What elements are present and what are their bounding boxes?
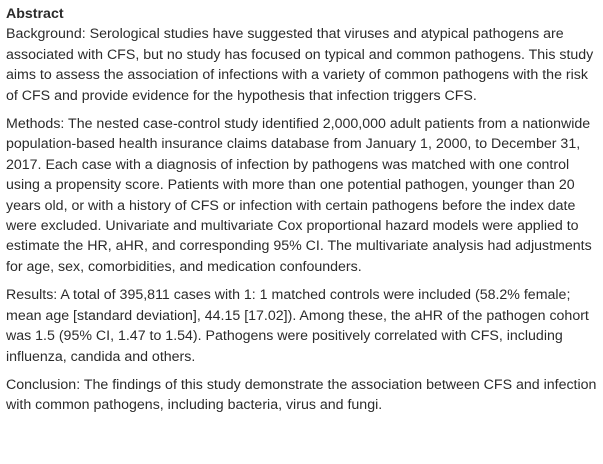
- abstract-conclusion: Conclusion: The findings of this study demonstrate the association between CFS and infection with common pathogens, including bacteria, virus and fungi.: [6, 376, 597, 414]
- abstract-heading: Abstract: [6, 6, 64, 22]
- abstract-methods: Methods: The nested case-control study identified 2,000,000 adult patients from a nationwide population-based health insurance claims database from January 1, 2000, to December 31, 2017. Each case with a diagnosis of infection by pathogens was matched with one control using a propensity score. Patients with more than one potential pathogen, younger than 20 years old, or with a history of CFS or infection with certain pathogens before the index date were excluded. Univariate and multivariate Cox proportional hazard models were applied to estimate the HR, aHR, and corresponding 95% CI. The multivariate analysis had adjustments for age, sex, comorbidities, and medication confounders.: [6, 116, 592, 275]
- abstract-background: Background: Serological studies have suggested that viruses and atypical pathogens are associated with CFS, but no study has focused on typical and common pathogens. This study aims to assess the association of infections with a variety of common pathogens with the risk of CFS and provide evidence for the hypothesis that infection triggers CFS.: [6, 26, 594, 104]
- abstract-results: Results: A total of 395,811 cases with 1: 1 matched controls were included (58.2% female; mean age [standard deviation], 44.15 [17.02]). Among these, the aHR of the pathogen cohort was 1.5 (95% CI, 1.47 to 1.54). Pathogens were positively correlated with CFS, including influenza, candida and others.: [6, 287, 589, 365]
